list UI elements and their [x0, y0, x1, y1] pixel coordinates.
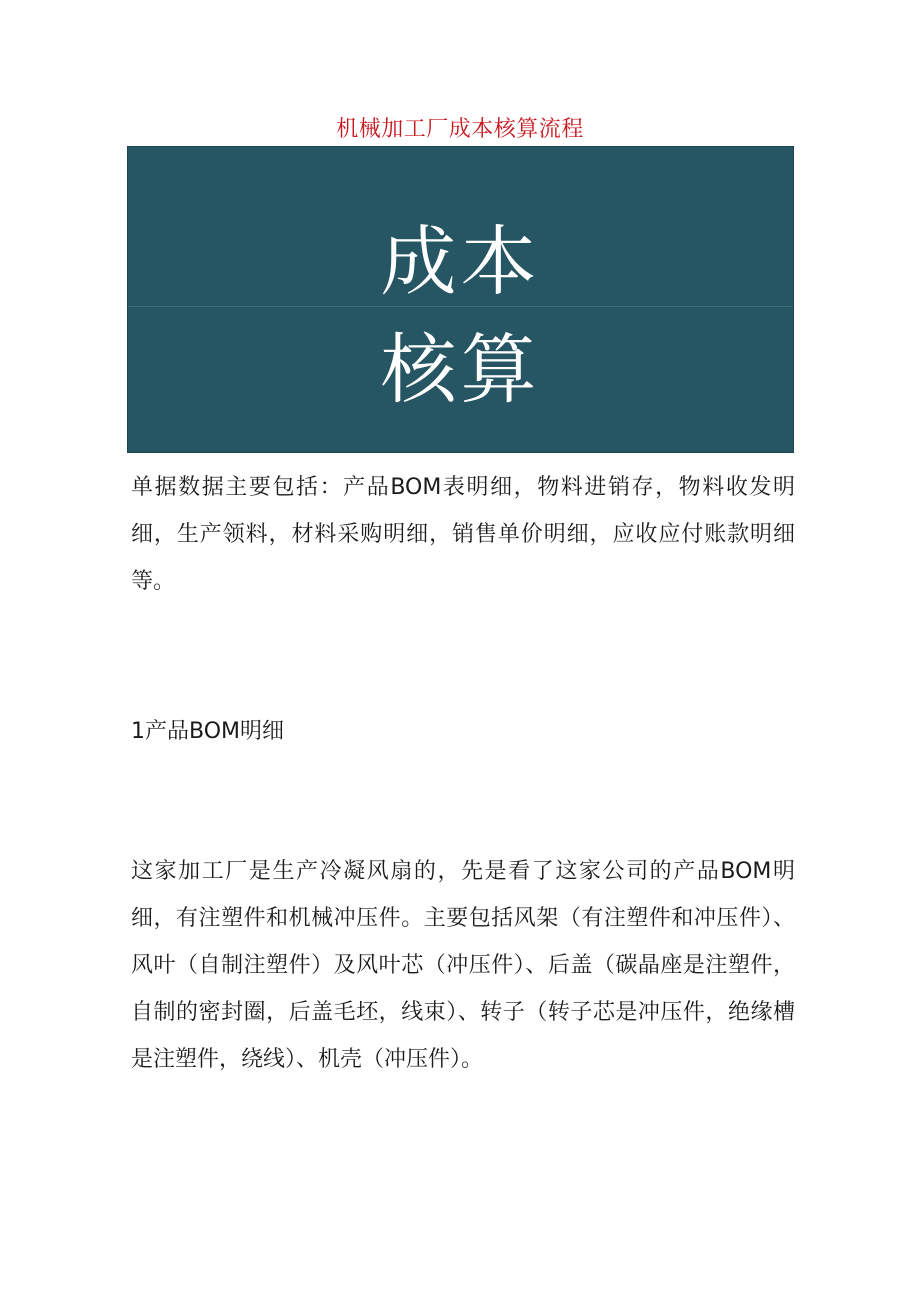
- title-banner: [127, 146, 794, 453]
- banner-line-2: 核算: [380, 325, 541, 414]
- document-title: 机械加工厂成本核算流程: [336, 117, 584, 142]
- section-paragraph: 这家加工厂是生产冷凝风扇的，先是看了这家公司的产品BOM明细，有注塑件和机械冲压件。主要包括风架（有注塑件和冲压件）、风叶（自制注塑件）及风叶芯（冲压件）、后盖（碳晶座是注塑件，自制的密封圈，后盖毛坯，线束）、转子（转子芯是冲压件，绝缘槽是注塑件，绕线）、机壳（冲压件）。: [131, 859, 795, 1072]
- intro-paragraph: 单据数据主要包括：产品BOM表明细，物料进销存，物料收发明细，生产领料，材料采购明细，销售单价明细，应收应付账款明细等。: [131, 475, 795, 594]
- section-heading: 1产品BOM明细: [131, 719, 285, 744]
- banner-line-1: 成本: [380, 217, 541, 306]
